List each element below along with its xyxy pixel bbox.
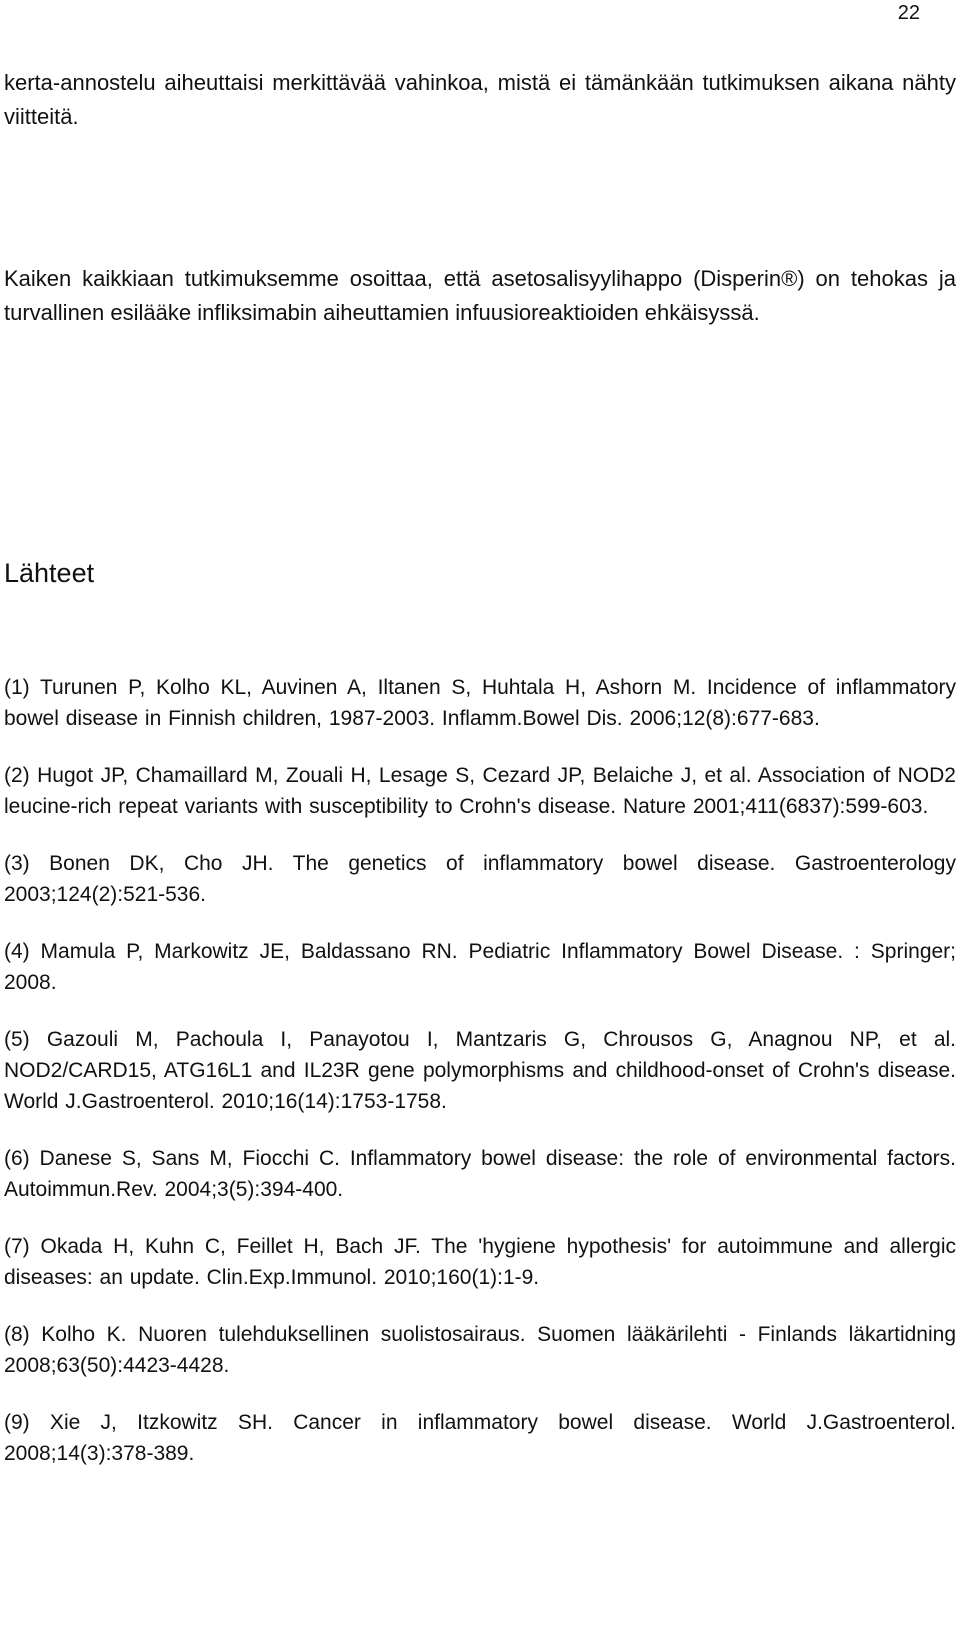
reference-item: (1) Turunen P, Kolho KL, Auvinen A, Iltanen S, Huhtala H, Ashorn M. Incidence of inflammatory bowel disease in Finnish children, 1987-2003. Inflamm.Bowel Dis. 2006;12(8):677-683. (4, 676, 956, 730)
reference-item: (3) Bonen DK, Cho JH. The genetics of inflammatory bowel disease. Gastroenterology 2003;124(2):521-536. (4, 852, 956, 906)
reference-item: (6) Danese S, Sans M, Fiocchi C. Inflammatory bowel disease: the role of environmental factors. Autoimmun.Rev. 2004;3(5):394-400. (4, 1147, 956, 1201)
reference-item: (2) Hugot JP, Chamaillard M, Zouali H, Lesage S, Cezard JP, Belaiche J, et al. Association of NOD2 leucine-rich repeat variants with susceptibility to Crohn's disease. Nature 2001;411(6837):599-603. (4, 764, 956, 818)
references-list (4, 672, 956, 1495)
paragraph-text: Kaiken kaikkiaan tutkimuksemme osoittaa, että asetosalisyylihappo (Disperin®) on tehokas ja turvallinen esilääke infliksimabin aiheuttamien infuusioreaktioiden ehkäisyssä. (4, 266, 956, 325)
body-paragraph-1 (4, 66, 956, 134)
page-number: 22 (897, 2, 920, 24)
reference-item: (8) Kolho K. Nuoren tulehduksellinen suolistosairaus. Suomen lääkärilehti - Finlands läkartidning 2008;63(50):4423-4428. (4, 1323, 956, 1377)
reference-item: (5) Gazouli M, Pachoula I, Panayotou I, Mantzaris G, Chrousos G, Anagnou NP, et al. NOD2/CARD15, ATG16L1 and IL23R gene polymorphisms and childhood-onset of Crohn's disease. World J.Gastroenterol. 2010;16(14):1753-1758. (4, 1028, 956, 1113)
reference-item: (4) Mamula P, Markowitz JE, Baldassano RN. Pediatric Inflammatory Bowel Disease. : Springer; 2008. (4, 940, 956, 994)
body-paragraph-2 (4, 262, 956, 330)
paragraph-text: kerta-annostelu aiheuttaisi merkittävää vahinkoa, mistä ei tämänkään tutkimuksen aikana nähty viitteitä. (4, 70, 956, 129)
reference-item: (7) Okada H, Kuhn C, Feillet H, Bach JF. The 'hygiene hypothesis' for autoimmune and allergic diseases: an update. Clin.Exp.Immunol. 2010;160(1):1-9. (4, 1235, 956, 1289)
references-heading: Lähteet (4, 558, 95, 588)
reference-item: (9) Xie J, Itzkowitz SH. Cancer in inflammatory bowel disease. World J.Gastroenterol. 2008;14(3):378-389. (4, 1411, 956, 1465)
